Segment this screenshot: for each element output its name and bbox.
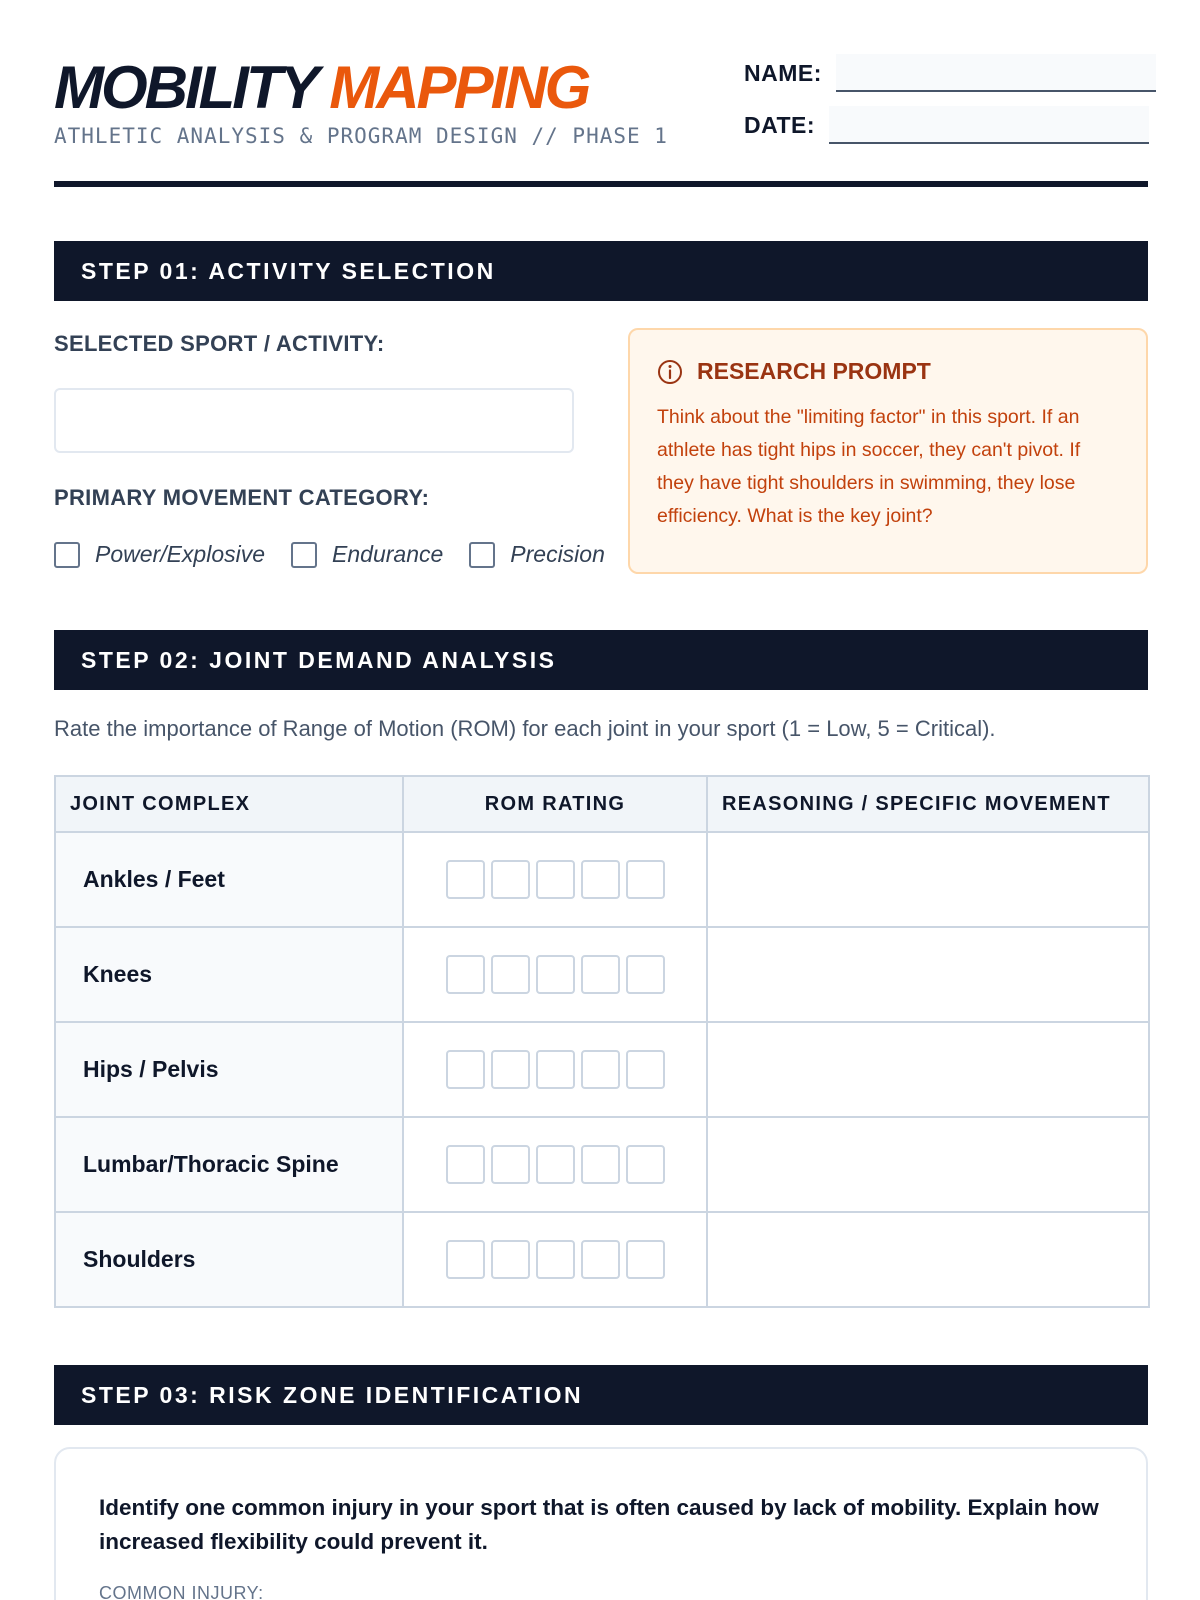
info-icon bbox=[657, 359, 683, 385]
rating-box[interactable] bbox=[581, 1240, 620, 1279]
rating-box[interactable] bbox=[626, 1240, 665, 1279]
rating-box[interactable] bbox=[581, 1050, 620, 1089]
category-label: PRIMARY MOVEMENT CATEGORY: bbox=[54, 485, 430, 510]
risk-zone-card bbox=[54, 1447, 1148, 1600]
rating-box[interactable] bbox=[446, 1145, 485, 1184]
rating-box[interactable] bbox=[446, 1050, 485, 1089]
column-header-reasoning: REASONING / SPECIFIC MOVEMENT bbox=[707, 776, 1149, 832]
rating-boxes bbox=[404, 1145, 706, 1184]
rom-rating-cell bbox=[403, 832, 707, 927]
rating-box[interactable] bbox=[536, 955, 575, 994]
title-word-mobility: MOBILITY bbox=[54, 54, 316, 121]
joint-name: Lumbar/Thoracic Spine bbox=[55, 1117, 403, 1212]
joint-demand-table bbox=[54, 775, 1150, 1308]
prompt-title: RESEARCH PROMPT bbox=[697, 358, 931, 384]
date-field[interactable] bbox=[829, 106, 1149, 144]
table-row bbox=[55, 927, 1149, 1022]
rating-box[interactable] bbox=[581, 1145, 620, 1184]
rating-box[interactable] bbox=[626, 860, 665, 899]
header-divider bbox=[54, 181, 1148, 187]
prompt-heading bbox=[657, 358, 1118, 385]
sport-input[interactable] bbox=[54, 388, 574, 453]
reasoning-cell[interactable] bbox=[707, 832, 1149, 927]
rating-boxes bbox=[404, 1050, 706, 1089]
rating-box[interactable] bbox=[491, 1145, 530, 1184]
checkbox-label: Power/Explosive bbox=[95, 541, 266, 567]
rating-box[interactable] bbox=[626, 1145, 665, 1184]
rating-box[interactable] bbox=[536, 1050, 575, 1089]
table-row bbox=[55, 1022, 1149, 1117]
step3-header: STEP 03: RISK ZONE IDENTIFICATION bbox=[54, 1365, 1148, 1425]
research-prompt-card bbox=[628, 328, 1148, 574]
rating-box[interactable] bbox=[491, 1240, 530, 1279]
rating-box[interactable] bbox=[626, 1050, 665, 1089]
rating-box[interactable] bbox=[491, 860, 530, 899]
date-label: DATE: bbox=[744, 111, 816, 138]
rating-box[interactable] bbox=[491, 955, 530, 994]
rating-box[interactable] bbox=[446, 860, 485, 899]
column-header-joint: JOINT COMPLEX bbox=[55, 776, 403, 832]
sport-label: SELECTED SPORT / ACTIVITY: bbox=[54, 331, 385, 356]
table-row bbox=[55, 1117, 1149, 1212]
rom-rating-cell bbox=[403, 1212, 707, 1307]
column-header-rating: ROM RATING bbox=[403, 776, 707, 832]
common-injury-label: COMMON INJURY: bbox=[99, 1583, 264, 1600]
checkbox[interactable] bbox=[291, 542, 317, 568]
reasoning-cell[interactable] bbox=[707, 1212, 1149, 1307]
rom-rating-cell bbox=[403, 927, 707, 1022]
reasoning-cell[interactable] bbox=[707, 1117, 1149, 1212]
rating-box[interactable] bbox=[626, 955, 665, 994]
reasoning-cell[interactable] bbox=[707, 927, 1149, 1022]
rating-box[interactable] bbox=[536, 860, 575, 899]
rating-boxes bbox=[404, 860, 706, 899]
date-row bbox=[744, 106, 1149, 144]
joint-name: Ankles / Feet bbox=[55, 832, 403, 927]
name-label: NAME: bbox=[744, 59, 822, 86]
table-header-row bbox=[55, 776, 1149, 832]
checkbox-label: Endurance bbox=[332, 541, 444, 567]
category-option-power[interactable] bbox=[54, 541, 265, 568]
checkbox[interactable] bbox=[469, 542, 495, 568]
rating-boxes bbox=[404, 1240, 706, 1279]
rating-boxes bbox=[404, 955, 706, 994]
checkbox-label: Precision bbox=[510, 541, 605, 567]
rating-box[interactable] bbox=[581, 860, 620, 899]
reasoning-cell[interactable] bbox=[707, 1022, 1149, 1117]
category-option-endurance[interactable] bbox=[291, 541, 443, 568]
rating-box[interactable] bbox=[581, 955, 620, 994]
category-option-precision[interactable] bbox=[469, 541, 605, 568]
rating-box[interactable] bbox=[446, 955, 485, 994]
rating-box[interactable] bbox=[446, 1240, 485, 1279]
rating-box[interactable] bbox=[491, 1050, 530, 1089]
risk-question: Identify one common injury in your sport that is often caused by lack of mobility. Explain how increased flexibility could prevent it. bbox=[99, 1495, 1099, 1554]
title-word-mapping: MAPPING bbox=[329, 54, 589, 121]
rating-instructions: Rate the importance of Range of Motion (ROM) for each joint in your sport (1 = Low, 5 = Critical). bbox=[54, 716, 996, 741]
joint-name: Shoulders bbox=[55, 1212, 403, 1307]
worksheet-header bbox=[54, 50, 1148, 186]
step2-header: STEP 02: JOINT DEMAND ANALYSIS bbox=[54, 630, 1148, 690]
rom-rating-cell bbox=[403, 1117, 707, 1212]
step1-header: STEP 01: ACTIVITY SELECTION bbox=[54, 241, 1148, 301]
prompt-body: Think about the "limiting factor" in this sport. If an athlete has tight hips in soccer, they can't pivot. If they have tight shoulders in swimming, they lose efficiency. What is the key joint? bbox=[657, 406, 1081, 527]
worksheet-subtitle: ATHLETIC ANALYSIS & PROGRAM DESIGN // PHASE 1 bbox=[54, 124, 668, 148]
rom-rating-cell bbox=[403, 1022, 707, 1117]
checkbox[interactable] bbox=[54, 542, 80, 568]
table-row bbox=[55, 1212, 1149, 1307]
joint-name: Hips / Pelvis bbox=[55, 1022, 403, 1117]
category-checkboxes bbox=[54, 541, 631, 568]
name-field[interactable] bbox=[836, 54, 1156, 92]
table-row bbox=[55, 832, 1149, 927]
name-row bbox=[744, 54, 1156, 92]
worksheet-title bbox=[54, 54, 589, 121]
rating-box[interactable] bbox=[536, 1145, 575, 1184]
rating-box[interactable] bbox=[536, 1240, 575, 1279]
joint-name: Knees bbox=[55, 927, 403, 1022]
